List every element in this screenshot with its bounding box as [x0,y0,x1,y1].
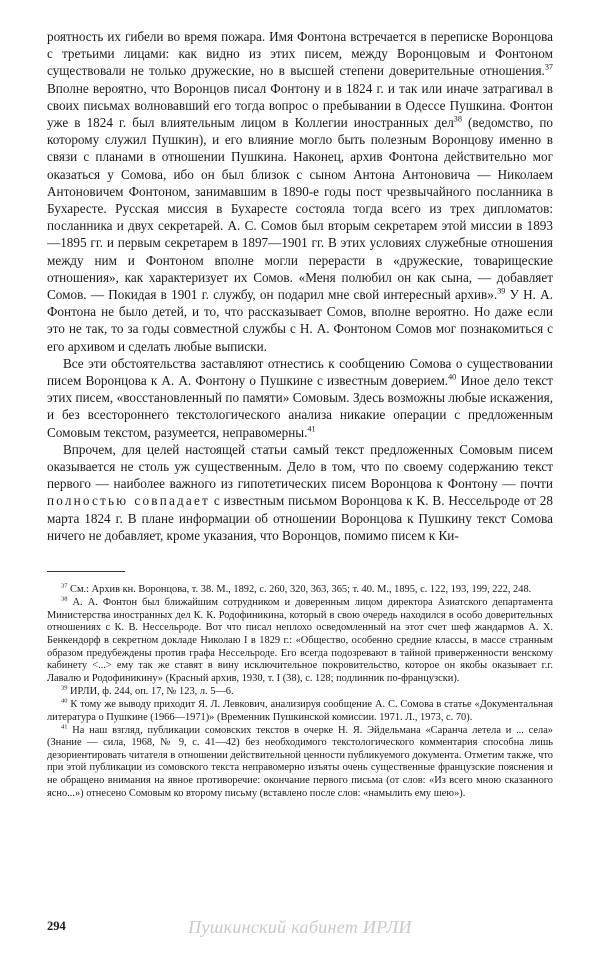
footnote-ref[interactable]: 37 [544,63,553,73]
watermark: Пушкинский кабинет ИРЛИ [188,917,412,937]
paragraph: Все эти обстоятельства заставляют отнестись к сообщению Сомова о существовании писем Воронцова к А. А. Фонтону о Пушкине с известным доверием.$^{40}$ Иное дело текст этих писем, «восстановленный по памяти» Сомовым. Здесь возможны любые искажения, и без всестороннего текстологического анализа никакие операции с предложенным Сомовым текстом, разумеется, неправомерны.$^{41}$ [47,355,553,440]
paragraph: роятность их гибели во время пожара. Имя Фонтона встречается в переписке Воронцова с третьими лицами: как видно из этих писем, между Воронцовым и Фонтоном существовали не только дружеские, но в высшей степени доверительные отношения.$^{37}$ Вполне вероятно, что Воронцов писал Фонтону и в 1824 г. и так или иначе затрагивал в своих письмах волновавший его тогда вопрос о пребывании в Одессе Пушкина. Фонтон уже в 1824 г. был влиятельным лицом в Коллегии иностранных дел$^{38}$ (ведомство, по которому служил Пушкин), и его влияние могло быть полезным Воронцову именно в связи с планами в отношении Пушкина. Наконец, архив Фонтона действительно мог оказаться у Сомова, ибо он был близок с сыном Антона Антоновича — Николаем Антоновичем Фонтоном, занимавшим в 1890-е годы пост чрезвычайного посланника в Бухаресте. Русская миссия в Бухаресте состояла тогда всего из трех дипломатов: посланника и двух секретарей. А. С. Сомов был вторым секретарем этой миссии в 1893—1895 гг. и первым секретарем в 1897—1901 гг. В этих условиях служебные отношения между ним и Фонтоном вполне могли перерасти в «дружеские, товарищеские отношения», как характеризует их Сомов. «Меня полюбил он как сына, — добавляет Сомов. — Покидая в 1901 г. службу, он подарил мне свой интересный архив».$^{39}$ У Н. А. Фонтона не было детей, и то, что рассказывает Сомов, вполне вероятно. Но даже если это не так, то за годы совместной службы с Н. А. Фонтоном Сомов мог познакомиться с его архивом и сделать любые выписки. [47,29,554,354]
footnote-divider [47,571,125,572]
footnote-ref[interactable]: 40 [448,372,457,382]
footnote-41: $^{41}$ На наш взгляд, публикации сомовских текстов в очерке Н. Я. Эйдельмана «Саранча летела и ... села» (Знание — сила, 1968, № 9, с. 41—42) без необходимого текстологического комментария способна лишь дезориентировать читателя в отношении действительной ценности публикуемого документа. Отметим также, что при этой публикации из сомовского текста неправомерно изъяты очень существенные французские пояснения и не обращено внимания на явное противоречие: окончание первого письма (от слов: «Из всего мною сказанного ясно...») отнесено Сомовым ко второму письму (вставлено после слов: «намылить ему шею»). [47,723,553,799]
footnotes [47,584,553,800]
footnote-37: $^{37}$ См.: Архив кн. Воронцова, т. 38. М., 1892, с. 260, 320, 363, 365; т. 40. М., 1895, с. 122, 193, 199, 222, 248. [61,582,532,596]
footnote-ref[interactable]: 38 [453,114,462,124]
main-text [47,28,553,544]
footnote-40: $^{40}$ К тому же выводу приходит Я. Л. Левкович, анализируя сообщение А. С. Сомова в статье «Документальная литература о Пушкине (1966—1971)» (Временник Пушкинской комиссии. 1971. Л., 1973, с. 70). [47,697,553,723]
spaced-emphasis: полностью совпадает [47,493,210,509]
footnote-38: $^{38}$ А. А. Фонтон был ближайшим сотрудником и доверенным лицом директора Азиатского департамента Министерства иностранных дел К. К. Родофиникина, который в свою очередь находился в особо доверительных отношениях с К. В. Нессельроде. Вот что писал неплохо осведомленный на этот счет шеф жандармов А. Х. Бенкендорф в секретном докладе Николаю I в 1829 г.: «Общество, особенно средние классы, в массе странным образом предубеждены против графа Нессельроде. Его всегда подозревают в тайной приверженности венскому кабинету <...> ему так же ставят в вину исключительное покровительство, которое он якобы оказывает г.г. Лавалю и Родофиникину» (Красный архив, 1930, т. I (38), с. 128; подлинник по-французски). [47,595,553,684]
page-footer [47,917,553,941]
paragraph: Впрочем, для целей настоящей статьи самый текст предложенных Сомовым писем оказывается не столь уж существенным. Дело в том, что по своему содержанию текст первого — наиболее важного из гипотетических писем Воронцова к Фонтону — почти полностью совпадает с известным письмом Воронцова к К. В. Нессельроде от 28 марта 1824 г. В плане информации об отношении Воронцова к Пушкину текст Сомова ничего не добавляет, кроме указания, что Воронцов, помимо писем к Ки- [47,441,553,543]
page-number: 294 [47,919,66,933]
footnote-39: $^{39}$ ИРЛИ, ф. 244, оп. 17, № 123, л. 5—6. [61,684,234,697]
footnote-ref[interactable]: 41 [307,424,316,434]
footnote-ref[interactable]: 39 [497,286,506,296]
